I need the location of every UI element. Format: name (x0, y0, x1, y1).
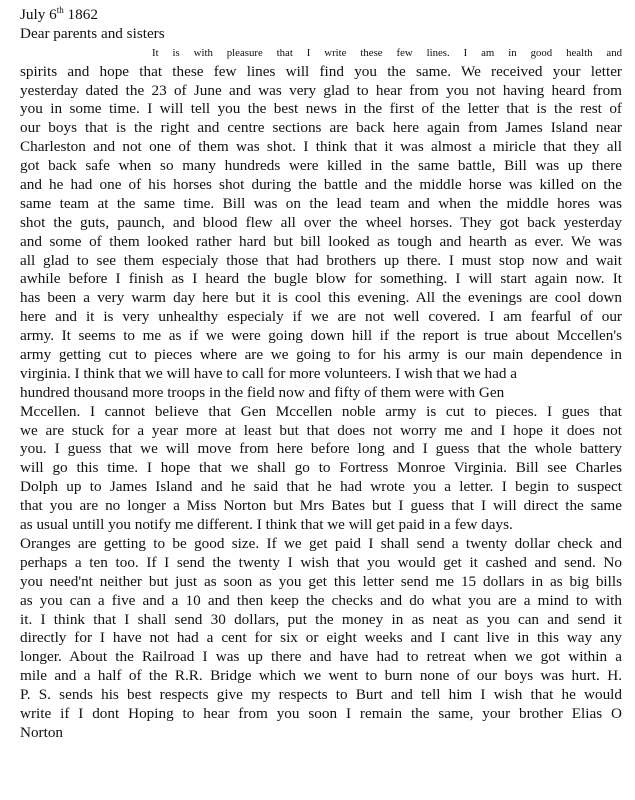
letter-body (20, 44, 622, 743)
letter-line: Charleston and not one of them was shot. I think that it was almost a miricle that they all (20, 138, 622, 156)
letter-page (20, 6, 622, 743)
letter-line: has been a very warm day here but it is cool this evening. All the evenings are cool down (20, 289, 622, 307)
letter-line: Norton (20, 723, 64, 741)
letter-line: you in some time. I will tell you the best news in the first of the letter that is the rest of (20, 100, 622, 118)
letter-line: same team at the same time. Bill was on the lead team and when the middle hores was (20, 194, 622, 212)
letter-line: yesterday dated the 23 of June and was very glad to hear from you not having heard from (20, 81, 622, 99)
letter-line: directly for I have not had a cent for six or eight weeks and I cant live in this way any (20, 629, 622, 647)
letter-line: longer. About the Railroad I was up there and have had to retreat when we got within a (20, 648, 622, 666)
letter-line: you. I guess that we will move from here before long and I guess that the whole battery (20, 440, 622, 458)
date-prefix: July 6 (20, 6, 57, 23)
date-year: 1862 (63, 6, 98, 23)
letter-salutation: Dear parents and sisters (20, 24, 165, 42)
letter-line: spirits and hope that these few lines will find you the same. We received your letter (20, 62, 622, 80)
letter-line: perhaps a ten too. If I send the twenty I wish that you would get it cashed and send. No (20, 553, 622, 571)
letter-line: It is with pleasure that I write these few lines. I am in good health and (152, 46, 622, 59)
date-suffix: th (56, 4, 64, 15)
letter-line: as you can a five and a 10 and then keep the checks and do what you are a mind to with (20, 591, 622, 609)
letter-line: our boys that is the right and centre sections are back here again from James Island near (20, 119, 622, 137)
letter-line: we are stuck for a year more at least but that does not worry me and I hope it does not (20, 421, 622, 439)
letter-line: Dolph up to James Island and he said that he had wrote you a letter. I begin to suspect (20, 478, 622, 496)
letter-line: you need'nt neither but just as soon as you get this letter send me 15 dollars in as big bills (20, 572, 622, 590)
letter-line: shot the guts, paunch, and blood flew all over the wheel horses. They got back yesterday (20, 213, 622, 231)
letter-line: virginia. I think that we will have to call for more volunteers. I wish that we had a (20, 364, 517, 382)
letter-line: here and it is very unhealthy especialy if we are not well covered. I am fearful of our (20, 308, 622, 326)
letter-line: hundred thousand more troops in the field now and fifty of them were with Gen (20, 383, 505, 401)
letter-line: it. I think that I shall send 30 dollars, put the money in as neat as you can and send it (20, 610, 622, 628)
letter-line: as usual untill you notify me different. I think that we will get paid in a few days. (20, 516, 513, 534)
letter-line: that you are no longer a Miss Norton but Mrs Bates but I guess that I will direct the same (20, 497, 622, 515)
letter-date (20, 6, 622, 25)
letter-line: Mccellen. I cannot believe that Gen Mccellen noble army is cut to pieces. I gues that (20, 402, 622, 420)
letter-line: got back safe when so many hundreds were killed in the same battle, Bill was up there (20, 157, 622, 175)
letter-line: mile and a half of the R.R. Bridge which we went to burn none of our boys was hurt. H. (20, 667, 622, 685)
letter-line: will go this time. I hope that we shall go to Fortress Monroe Virginia. Bill see Charles (20, 459, 622, 477)
letter-line: write if I dont Hoping to hear from you soon I remain the same, your brother Elias O (20, 704, 622, 722)
letter-line: all glad to see them especialy those that had brothers up there. I must stop now and wait (20, 251, 622, 269)
letter-line: and he had one of his horses shot during the battle and the middle horse was killed on the (20, 176, 622, 194)
letter-line: and some of them looked rather hard but bill looked as tough and hearth as ever. We was (20, 232, 622, 250)
letter-line: army getting cut to pieces where are we going to for his army is our main dependence in (20, 346, 622, 364)
letter-line: P. S. sends his best respects give my respects to Burt and tell him I wish that he would (20, 686, 622, 704)
letter-line: army. It seems to me as if we were going down hill if the report is true about Mccellen's (20, 327, 622, 345)
letter-line: awhile before I finish as I heard the bugle blow for something. I will start again now. It (20, 270, 622, 288)
letter-line: Oranges are getting to be good size. If we get paid I shall send a twenty dollar check and (20, 534, 622, 552)
